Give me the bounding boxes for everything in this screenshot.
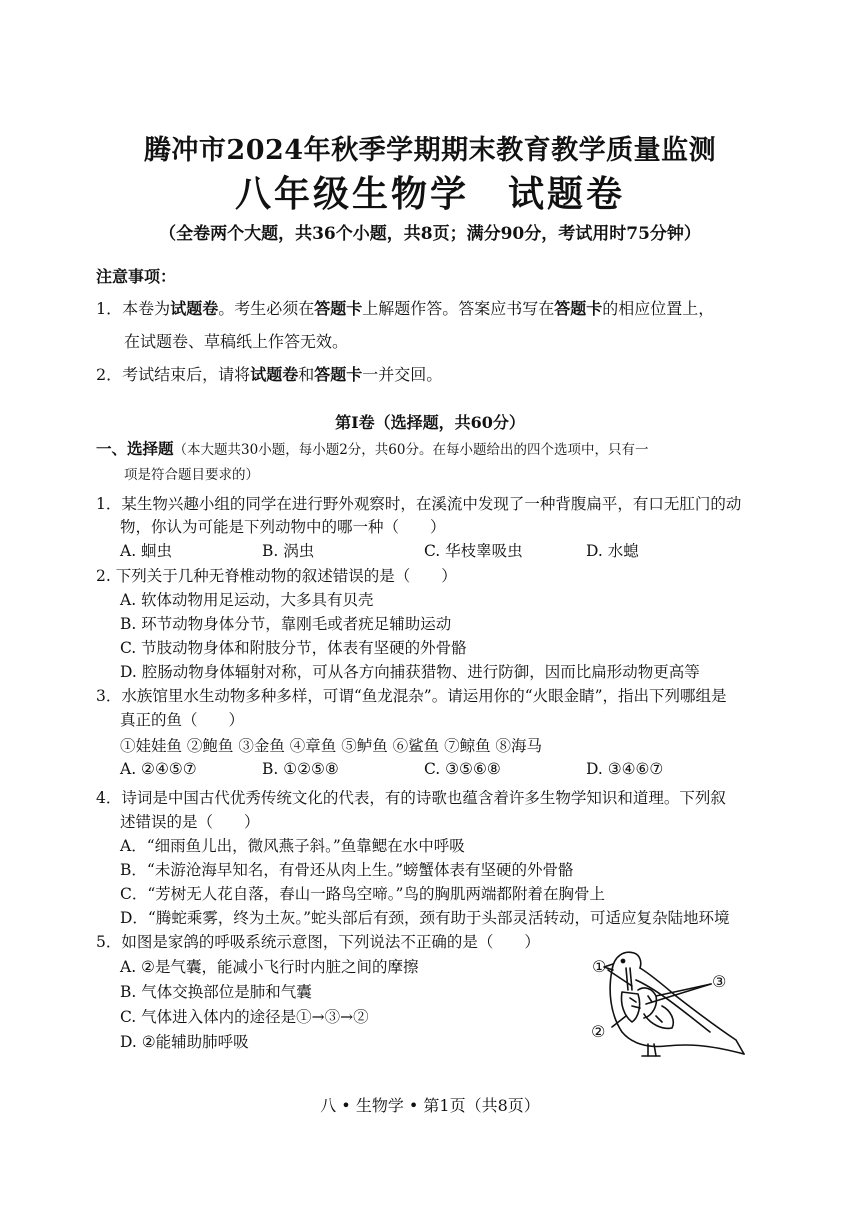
question-2-option-b: B. 环节动物身体分节，靠刚毛或者疣足辅助运动: [120, 615, 452, 633]
exam-title: 腾冲市2024年秋季学期期末教育教学质量监测: [143, 135, 717, 166]
question-4-option-d: D．“腾蛇乘雾，终为土灰。”蛇头部后有颈，颈有助于头部灵活转动，可适应复杂陆地环境: [120, 909, 730, 927]
question-5-option-a: A. ②是气囊，能减小飞行时内脏之间的摩擦: [120, 958, 419, 976]
notice-text: 2．考试结束后，请将: [96, 365, 251, 384]
pigeon-back: [640, 968, 744, 1054]
question-5-option-c: C. 气体进入体内的途径是①→③→②: [120, 1008, 369, 1026]
pigeon-trachea: [626, 968, 628, 990]
question-1-stem-cont: 物，你认为可能是下列动物中的哪一种（ ）: [120, 518, 446, 536]
question-3-items: ①娃娃鱼 ②鲍鱼 ③金鱼 ④章鱼 ⑤鲈鱼 ⑥鲨鱼 ⑦鲸鱼 ⑧海马: [120, 737, 542, 755]
question-3-stem: 3．水族馆里水生动物多种多样，可谓“鱼龙混杂”。请运用你的“火眼金睛”，指出下列哪组是: [96, 687, 727, 705]
question-5-option-d: D. ②能辅助肺呼吸: [120, 1033, 249, 1051]
question-4-option-a: A．“细雨鱼儿出，微风燕子斜。”鱼靠鳃在水中呼吸: [120, 837, 465, 855]
question-4-option-c: C．“芳树无人花自落，春山一路鸟空啼。”鸟的胸肌两端都附着在胸骨上: [120, 885, 605, 903]
notice-heading: 注意事项：: [96, 267, 177, 286]
page-footer: 八 • 生物学 • 第1页（共8页）: [320, 1096, 540, 1115]
notice-text: 和: [298, 365, 315, 384]
leader-line-1: [608, 970, 632, 986]
section-title: 第Ⅰ卷（选择题，共60分）: [335, 413, 525, 432]
notice-bold: 答题卡: [554, 299, 603, 318]
question-3-option-d: D. ③④⑥⑦: [586, 760, 664, 778]
notice-text: 1．本卷为: [96, 299, 171, 318]
question-1-option-a: A. 蛔虫: [120, 542, 173, 560]
notice-bold: 答题卡: [314, 299, 363, 318]
question-1-option-d: D. 水螅: [586, 542, 639, 560]
notice-text: 的相应位置上，: [602, 299, 715, 318]
question-2-option-a: A. 软体动物用足运动，大多具有贝壳: [120, 591, 374, 609]
notice-text: 上解题作答。答案应书写在: [362, 299, 555, 318]
notice-bold: 试题卷: [250, 365, 299, 384]
question-4-stem: 4．诗词是中国古代优秀传统文化的代表，有的诗歌也蕴含着许多生物学知识和道理。下列叙: [96, 789, 726, 807]
question-2-option-d: D. 腔肠动物身体辐射对称，可从各方向捕获猎物、进行防御，因而比扁形动物更高等: [120, 663, 700, 681]
notice-bold: 答题卡: [314, 365, 363, 384]
question-1-stem: 1．某生物兴趣小组的同学在进行野外观察时，在溪流中发现了一种背腹扁平，有口无肛门的动: [96, 495, 742, 513]
section-heading: [96, 437, 648, 459]
paper-title: 八年级生物学 试题卷: [234, 173, 625, 215]
question-4-option-b: B．“未游沧海早知名，有骨还从肉上生。”螃蟹体表有坚硬的外骨骼: [120, 861, 574, 879]
notice-item-2: [96, 362, 442, 385]
question-5-stem: 5．如图是家鸽的呼吸系统示意图，下列说法不正确的是（ ）: [96, 933, 540, 951]
figure-label-2: ②: [591, 1022, 606, 1041]
question-1-option-b: B. 涡虫: [262, 542, 315, 560]
notice-text: 一并交回。: [362, 365, 443, 384]
paper-info: （全卷两个大题，共36个小题，共8页；满分90分，考试用时75分钟）: [159, 224, 701, 244]
section-heading-label: 一、选择题: [96, 439, 174, 458]
section-heading-note: （本大题共30小题，每小题2分，共60分。在每小题给出的四个选项中，只有一: [173, 442, 649, 458]
question-2-stem: 2. 下列关于几种无脊椎动物的叙述错误的是（ ）: [96, 567, 457, 585]
question-1-option-c: C. 华枝睾吸虫: [424, 542, 523, 560]
pigeon-eye: [621, 959, 624, 962]
figure-label-3: ③: [712, 972, 727, 991]
notice-item-1-cont: 在试题卷、草稿纸上作答无效。: [124, 332, 349, 351]
question-2-option-c: C. 节肢动物身体和附肢分节，体表有坚硬的外骨骼: [120, 639, 467, 657]
pigeon-respiratory-figure: [586, 940, 746, 1062]
question-4-stem-cont: 述错误的是（ ）: [120, 813, 260, 831]
question-3-option-a: A. ②④⑤⑦: [120, 760, 197, 778]
question-5-option-b: B. 气体交换部位是肺和气囊: [120, 983, 312, 1001]
notice-text: 。考生必须在: [218, 299, 315, 318]
notice-item-1: [96, 296, 714, 319]
figure-label-1: ①: [592, 957, 607, 976]
section-heading-note-cont: 项是符合题目要求的）: [124, 467, 259, 483]
question-3-option-b: B. ①②⑤⑧: [262, 760, 339, 778]
notice-bold: 试题卷: [170, 299, 219, 318]
question-3-option-c: C. ③⑤⑥⑧: [424, 760, 501, 778]
question-3-stem-cont: 真正的鱼（ ）: [120, 711, 245, 729]
